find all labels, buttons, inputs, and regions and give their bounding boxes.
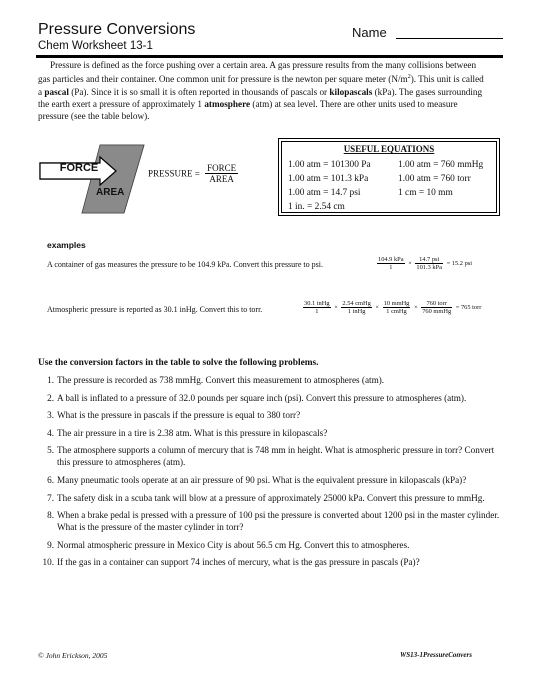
name-label: Name [352,25,387,40]
header-rule [36,55,503,58]
equations-heading: USEFUL EQUATIONS [343,144,435,154]
question-item: 3. What is the pressure in pascals if the pressure is equal to 380 torr? [47,410,301,421]
question-item: 1. The pressure is recorded as 738 mmHg. Convert this measurement to atmospheres (atm). [47,375,385,385]
equation-item: 1 cm = 10 mm [398,188,453,198]
question-item: 5. The atmosphere supports a column of mercury that is 748 mm in height. What is atmospheric pressure in torr? Convert this pressure to atmospheres (atm). [47,445,495,468]
example-2-calculation: $\frac{\text{30.1 inHg}}{1}$ × $\frac{\text{2.54 cmHg}}{\text{1 inHg}}$ × $\frac{\text{10 mmHg}}{\text{1 cmHg}}$ × $\frac{\text{760 torr}}{\text{760 mmHg}}$ = 765 torr [304,300,482,315]
worksheet-title: Pressure Conversions [38,21,196,38]
intro-paragraph: Pressure is defined as the force pushing over a certain area. A gas pressure results from the many collisions between gas particles and their container. One common unit for pressure is the newton per square meter $(N/m^2)$. This unit is called a pascal (Pa). Since it is so small it is often reported in thousands of pascals or kilopascals (kPa). The gases surrounding the earth exert a pressure of approximately 1 atmosphere (atm) at sea level. There are other units used to measure pressure (see the table below). [38,60,484,122]
pressure-formula: PRESSURE = $\frac{\text{FORCE}}{\text{AREA}}$ [148,163,237,184]
worksheet-subtitle: Chem Worksheet 13-1 [38,40,153,52]
useful-equations-box [278,138,500,216]
question-list [38,374,508,574]
examples-label: examples [47,240,86,250]
equation-item: 1.00 atm = 101300 Pa [288,160,371,170]
question-item: 4. The air pressure in a tire is 2.38 atm. What is this pressure in kilopascals? [47,427,328,438]
question-item: 2. A ball is inflated to a pressure of 32.0 pounds per square inch (psi). Convert this pressure to atmospheres (atm). [47,392,467,403]
worksheet-id-footer: WS13-1PressureConvers [400,651,472,659]
copyright-footer: © John Erickson, 2005 [38,651,108,660]
example-2-question: Atmospheric pressure is reported as 30.1 inHg. Convert this to torr. [47,305,263,314]
force-label: FORCE [59,162,99,174]
question-item: 9. Normal atmospheric pressure in Mexico City is about 56.5 cm Hg. Convert this to atmospheres. [47,539,410,550]
example-1-calculation: $\frac{\text{104.9 kPa}}{1}$ × $\frac{\text{14.7 psi}}{\text{101.3 kPa}}$ = 15.2 psi [378,256,473,271]
equation-item: 1.00 atm = 101.3 kPa [288,174,369,184]
force-area-diagram [38,143,146,217]
name-blank-line[interactable] [396,38,503,39]
equation-item: 1.00 atm = 14.7 psi [288,188,361,198]
question-item: 7. The safety disk in a scuba tank will blow at a pressure of approximately 25000 kPa. Convert this pressure to mmHg. [47,492,485,503]
question-item: 6. Many pneumatic tools operate at an air pressure of 90 psi. What is the equivalent pressure in kilopascals (kPa)? [47,474,467,485]
instructions: Use the conversion factors in the table to solve the following problems. [38,358,319,368]
area-label: AREA [96,187,125,198]
question-item: 8. When a brake pedal is pressed with a pressure of 100 psi the pressure is converted about 1200 psi in the master cylinder. What is the pressure of the master cylinder in torr? [47,510,500,533]
equation-item: 1 in. = 2.54 cm [288,202,345,212]
equation-item: 1.00 atm = 760 torr [398,174,471,184]
question-item: 10. If the gas in a container can support 74 inches of mercury, what is the gas pressure in pascals (Pa)? [42,557,420,568]
equation-item: 1.00 atm = 760 mmHg [398,160,484,170]
example-1-question: A container of gas measures the pressure to be 104.9 kPa. Convert this pressure to psi. [47,260,323,269]
